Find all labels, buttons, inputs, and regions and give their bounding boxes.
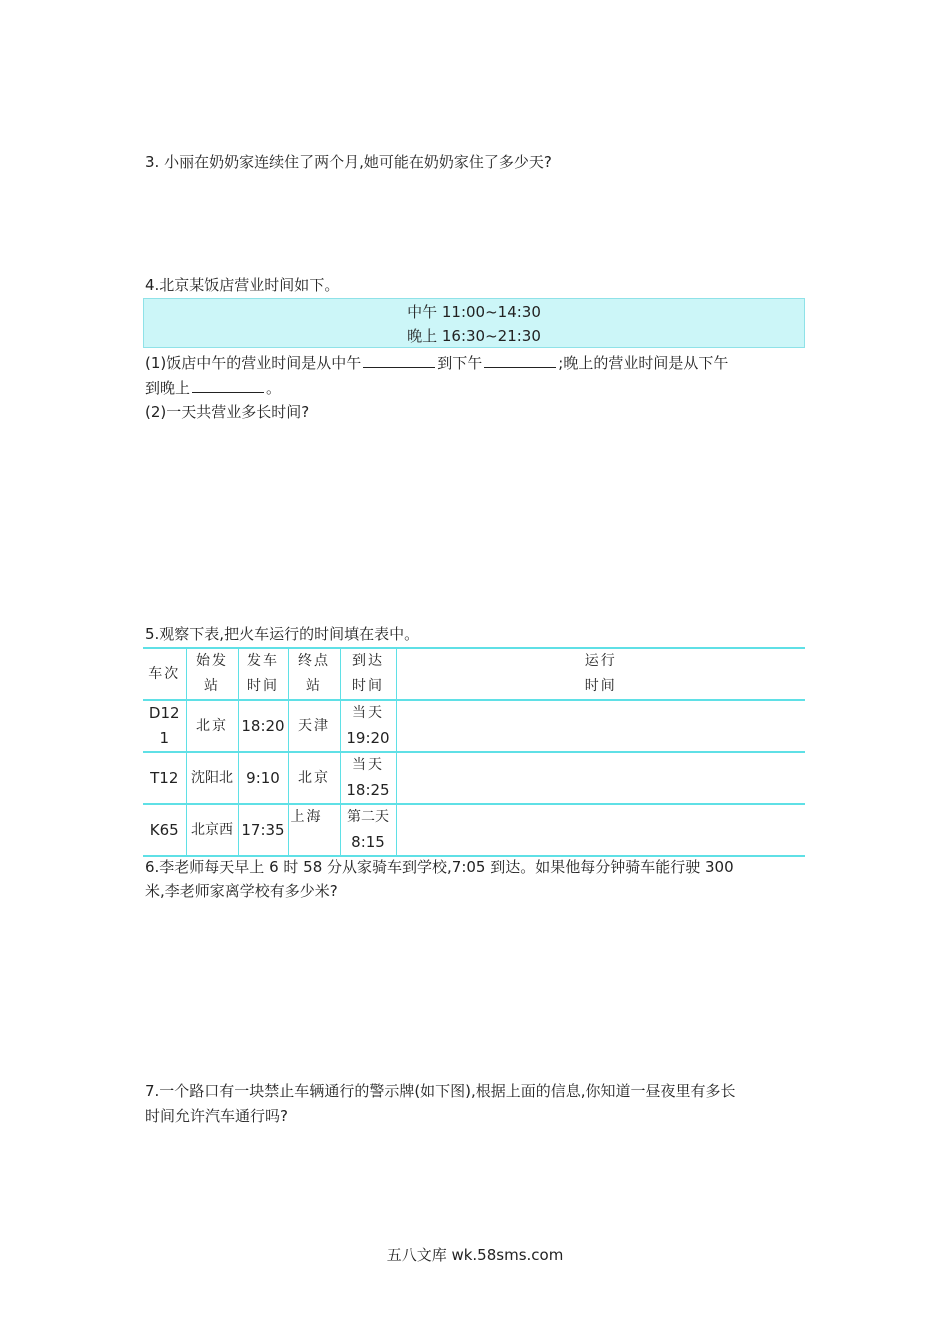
table-row — [143, 804, 805, 856]
table-row — [143, 752, 805, 804]
question-4-sub2: (2)一天共营业多长时间? — [145, 403, 310, 421]
cell-from: 北京西 — [186, 804, 238, 856]
header-depart: 发车 时间 — [238, 648, 288, 700]
question-6-line2: 米,李老师家离学校有多少米? — [145, 882, 338, 900]
question-4-sub1 — [145, 351, 728, 375]
hours-noon: 中午 11:00~14:30 — [407, 303, 541, 321]
question-5-title: 5.观察下表,把火车运行的时间填在表中。 — [145, 625, 420, 643]
cell-run-time[interactable] — [396, 804, 805, 856]
blank-noon-end[interactable] — [484, 351, 556, 368]
cell-arrive: 当天 19:20 — [340, 700, 396, 752]
table-header-row — [143, 648, 805, 700]
question-7-line2: 时间允许汽车通行吗? — [145, 1107, 288, 1125]
cell-train: D12 1 — [143, 700, 186, 752]
sub1-part-a: (1)饭店中午的营业时间是从中午 — [145, 354, 362, 372]
question-4-sub1-cont — [145, 376, 281, 400]
sub1-part-c: ;晚上的营业时间是从下午 — [558, 354, 729, 372]
business-hours-box — [143, 298, 805, 348]
cell-arrive: 当天 18:25 — [340, 752, 396, 804]
question-3: 3. 小丽在奶奶家连续住了两个月,她可能在奶奶家住了多少天? — [145, 153, 552, 171]
header-train: 车次 — [143, 648, 186, 700]
header-to: 终点站 — [288, 648, 340, 700]
question-6-line1: 6.李老师每天早上 6 时 58 分从家骑车到学校,7:05 到达。如果他每分钟骑车能行驶 300 — [145, 858, 734, 876]
cell-depart: 9:10 — [238, 752, 288, 804]
train-schedule-table — [143, 647, 805, 857]
cell-train: T12 — [143, 752, 186, 804]
cell-arrive: 第二天 8:15 — [340, 804, 396, 856]
blank-evening-end[interactable] — [192, 376, 264, 393]
question-7-line1: 7.一个路口有一块禁止车辆通行的警示牌(如下图),根据上面的信息,你知道一昼夜里有多长 — [145, 1082, 736, 1100]
cell-train: K65 — [143, 804, 186, 856]
cell-to: 上海 — [288, 804, 340, 856]
header-from: 始发站 — [186, 648, 238, 700]
cell-run-time[interactable] — [396, 700, 805, 752]
question-4-title: 4.北京某饭店营业时间如下。 — [145, 276, 340, 294]
header-arrive: 到达 时间 — [340, 648, 396, 700]
header-run-time: 运行 时间 — [396, 648, 805, 700]
footer-watermark: 五八文库 wk.58sms.com — [386, 1246, 564, 1264]
cell-to: 北京 — [288, 752, 340, 804]
table-row — [143, 700, 805, 752]
cell-to: 天津 — [288, 700, 340, 752]
sub1-part-d: 到晚上 — [145, 379, 191, 397]
sub1-part-b: 到下午 — [437, 354, 483, 372]
blank-noon-start[interactable] — [363, 351, 435, 368]
cell-from: 北京 — [186, 700, 238, 752]
cell-run-time[interactable] — [396, 752, 805, 804]
cell-from: 沈阳北 — [186, 752, 238, 804]
hours-evening: 晚上 16:30~21:30 — [407, 327, 541, 345]
sub1-part-e: 。 — [266, 379, 282, 397]
cell-depart: 18:20 — [238, 700, 288, 752]
cell-depart: 17:35 — [238, 804, 288, 856]
